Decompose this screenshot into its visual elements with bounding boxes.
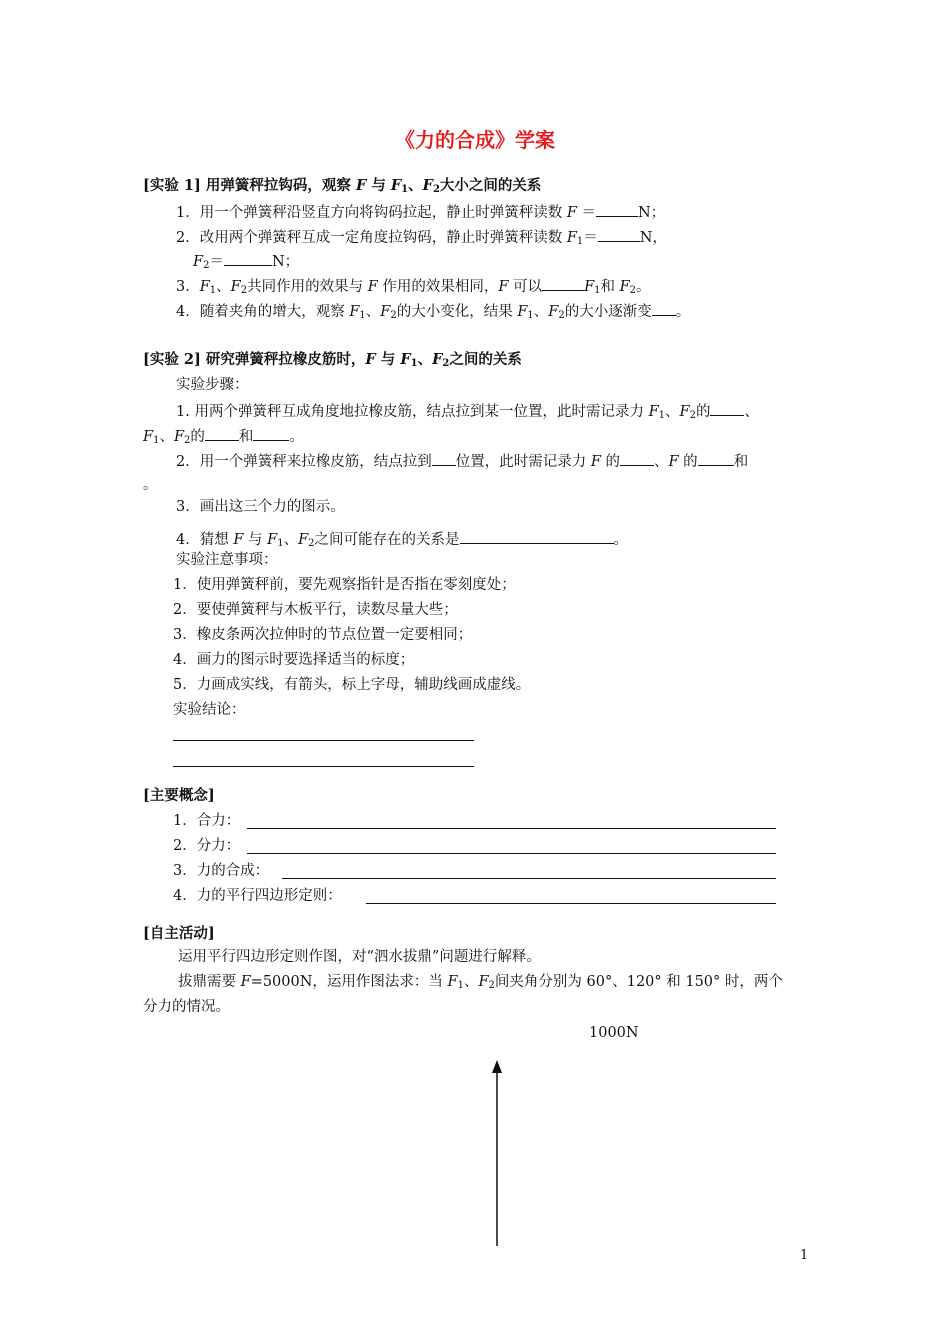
exp2-step-1: 1. 用两个弹簧秤互成角度地拉橡皮筋，结点拉到某一位置，此时需记录力 $F_1$、$F_2$的 、 xyxy=(176,400,759,422)
scale-label: 1000N xyxy=(589,1025,639,1041)
activity-paragraph-2: 拔鼎需要 F=5000N，运用作图法求：当 $F_1$、$F_2$间夹角分别为 60°、120° 和 150° 时，两个 xyxy=(178,974,783,991)
exp2-step-2: 2．用一个弹簧秤来拉橡皮筋，结点拉到 位置，此时需记录力 F 的 、F 的 和 xyxy=(176,450,748,472)
exp2-steps-label: 实验步骤： xyxy=(176,377,249,393)
exp1-line-2: 2．改用两个弹簧秤互成一定角度拉钩码，静止时弹簧秤读数 $F_1= N$， xyxy=(176,226,667,248)
exp1-line-2b: $F_2= N$； xyxy=(193,250,299,272)
note-item: 4．画力的图示时要选择适当的标度； xyxy=(173,652,415,668)
exp2-step-3: 3．画出这三个力的图示。 xyxy=(176,499,345,515)
concept-item: 3．力的合成： xyxy=(173,863,270,879)
activity-paragraph-1: 运用平行四边形定则作图，对“泗水拔鼎”问题进行解释。 xyxy=(178,949,541,965)
activity-heading: [自主活动] xyxy=(143,925,215,942)
exp2-step-2b: 。 xyxy=(143,477,158,493)
note-item: 2．要使弹簧秤与木板平行，读数尽量大些； xyxy=(173,602,458,618)
document-title: 《力的合成》学案 xyxy=(395,128,555,152)
page-number: 1 xyxy=(800,1248,809,1263)
concept-item: 1．合力： xyxy=(173,813,241,829)
exp2-notes-label: 实验注意事项： xyxy=(176,552,278,568)
note-item: 1．使用弹簧秤前，要先观察指针是否指在零刻度处； xyxy=(173,577,516,593)
exp1-heading: [实验 1] 用弹簧秤拉钩码，观察 F 与 $F_1$、$F_2$大小之间的关系 xyxy=(143,177,542,195)
exp1-line-4: 4．随着夹角的增大，观察 $F_1$、$F_2$的大小变化，结果 $F_1$、$F_2$的大小逐渐变 。 xyxy=(176,300,690,322)
exp1-line-1: 1．用一个弹簧秤沿竖直方向将钩码拉起，静止时弹簧秤读数 F ＝ N； xyxy=(176,201,665,223)
exp2-step-1b: $F_1$、$F_2$的 和 。 xyxy=(143,425,304,447)
activity-paragraph-3: 分力的情况。 xyxy=(143,999,230,1015)
exp2-heading: [实验 2] 研究弹簧秤拉橡皮筋时，F 与 $F_1$、$F_2$之间的关系 xyxy=(143,351,522,369)
concepts-heading: [主要概念] xyxy=(143,787,215,804)
conclusion-label: 实验结论： xyxy=(173,702,246,718)
exp1-line-3: 3．$F_1$、$F_2$共同作用的效果与 F 作用的效果相同，F 可以 $F_1$和 $F_2$。 xyxy=(176,275,651,297)
force-arrow-head xyxy=(492,1060,502,1073)
concept-item: 2．分力： xyxy=(173,838,241,854)
exp2-step-4: 4．猜想 F 与 $F_1$、$F_2$之间可能存在的关系是 。 xyxy=(176,528,628,550)
note-item: 3．橡皮条两次拉伸时的节点位置一定要相同； xyxy=(173,627,473,643)
note-item: 5．力画成实线，有箭头，标上字母，辅助线画成虚线。 xyxy=(173,677,531,693)
concept-item: 4．力的平行四边形定则： xyxy=(173,888,342,904)
